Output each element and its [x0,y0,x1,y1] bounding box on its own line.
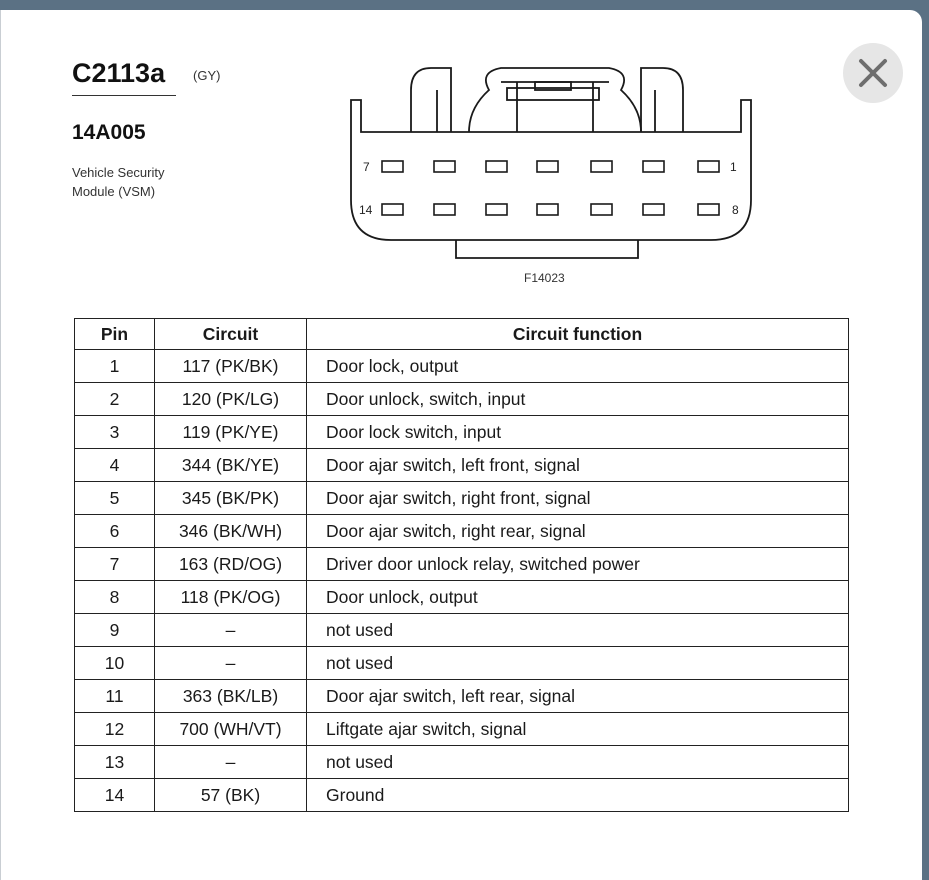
function-cell: Ground [307,779,849,812]
terminal-10 [591,204,612,215]
table-row [75,647,849,680]
function-cell: Door ajar switch, right front, signal [307,482,849,515]
circuit-cell: 163 (RD/OG) [155,548,307,581]
table-row [75,746,849,779]
header-circuit-function: Circuit function [307,319,849,350]
connector-id-underline [72,95,176,96]
circuit-cell: – [155,614,307,647]
pin-cell: 4 [75,449,155,482]
pin-cell: 6 [75,515,155,548]
table-row [75,614,849,647]
terminal-3 [591,161,612,172]
circuit-cell: 118 (PK/OG) [155,581,307,614]
terminal-9 [643,204,664,215]
function-cell: Door lock, output [307,350,849,383]
circuit-cell: 344 (BK/YE) [155,449,307,482]
table-row [75,680,849,713]
pin-cell: 3 [75,416,155,449]
function-cell: Door ajar switch, right rear, signal [307,515,849,548]
table-row [75,581,849,614]
function-cell: not used [307,746,849,779]
pin-cell: 12 [75,713,155,746]
connector-bottom-tab [456,240,638,258]
circuit-cell: 117 (PK/BK) [155,350,307,383]
table-row [75,449,849,482]
pin-cell: 2 [75,383,155,416]
left-latch [411,68,451,132]
figure-id: F14023 [524,271,565,285]
table-row [75,350,849,383]
connector-id: C2113a [72,58,166,88]
table-row [75,416,849,449]
function-cell: Driver door unlock relay, switched power [307,548,849,581]
terminal-5 [486,161,507,172]
terminal-1 [698,161,719,172]
table-row [75,548,849,581]
terminal-14 [382,204,403,215]
table-row [75,779,849,812]
function-cell: not used [307,614,849,647]
pin-cell: 9 [75,614,155,647]
document-panel [0,10,922,880]
function-cell: Liftgate ajar switch, signal [307,713,849,746]
pin-label-top-right: 1 [730,160,737,174]
pin-cell: 11 [75,680,155,713]
function-cell: Door ajar switch, left rear, signal [307,680,849,713]
close-icon [858,58,888,88]
terminal-2 [643,161,664,172]
pin-cell: 1 [75,350,155,383]
circuit-cell: 346 (BK/WH) [155,515,307,548]
header-circuit: Circuit [155,319,307,350]
circuit-cell: 119 (PK/YE) [155,416,307,449]
function-cell: Door unlock, output [307,581,849,614]
right-latch [641,68,683,132]
circuit-cell: 57 (BK) [155,779,307,812]
table-row [75,713,849,746]
function-cell: Door unlock, switch, input [307,383,849,416]
pin-cell: 10 [75,647,155,680]
circuit-cell: – [155,647,307,680]
circuit-cell: 345 (BK/PK) [155,482,307,515]
circuit-cell: 700 (WH/VT) [155,713,307,746]
terminal-12 [486,204,507,215]
connector-diagram [341,60,761,270]
pin-cell: 13 [75,746,155,779]
pin-cell: 7 [75,548,155,581]
terminal-4 [537,161,558,172]
function-cell: Door ajar switch, left front, signal [307,449,849,482]
circuit-cell: 120 (PK/LG) [155,383,307,416]
terminal-8 [698,204,719,215]
close-button[interactable] [843,43,903,103]
circuit-cell: – [155,746,307,779]
circuit-cell: 363 (BK/LB) [155,680,307,713]
terminal-11 [537,204,558,215]
terminal-6 [434,161,455,172]
pin-cell: 5 [75,482,155,515]
header-pin: Pin [75,319,155,350]
function-cell: Door lock switch, input [307,416,849,449]
module-name: Vehicle Security Module (VSM) [72,165,165,199]
pin-label-bottom-right: 8 [732,203,739,217]
table-row [75,383,849,416]
connector-color: (GY) [193,68,221,83]
terminal-13 [434,204,455,215]
pinout-table [74,318,849,812]
table-row [75,482,849,515]
table-row [75,515,849,548]
pin-label-top-left: 7 [363,160,370,174]
terminal-7 [382,161,403,172]
part-number: 14A005 [72,121,146,144]
pin-cell: 14 [75,779,155,812]
table-header-row [75,319,849,350]
function-cell: not used [307,647,849,680]
pin-cell: 8 [75,581,155,614]
pin-label-bottom-left: 14 [359,203,373,217]
